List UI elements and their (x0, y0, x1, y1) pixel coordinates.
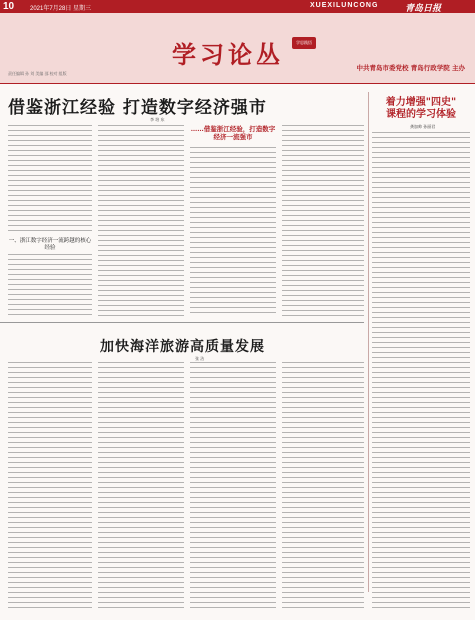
side-article-title (372, 97, 470, 121)
text-column (190, 147, 276, 316)
article-byline: 李 培 东 (150, 117, 165, 122)
banner-rule (0, 83, 475, 84)
text-column (282, 125, 364, 316)
article-divider (0, 322, 364, 323)
sponsor-line: 中共青岛市委党校 青岛行政学院 主办 (356, 64, 465, 72)
text-column (8, 362, 92, 612)
column-tag: 学思践悟 (292, 37, 316, 49)
section-heading: 一、浙江数字经济一流跨越的核心经验 (8, 238, 92, 251)
column-divider (368, 92, 369, 592)
text-column (190, 362, 276, 612)
pull-quote: ……借鉴浙江经验，打造数字经济一流强市 (190, 125, 276, 141)
side-title-line1: 着力增强"四史" (385, 97, 457, 108)
editor-line: 责任编辑 孙 刘 美编 邵 校对 组版 (8, 71, 67, 76)
issue-date: 2021年7月28日 星期三 (30, 6, 92, 12)
column-title: 学习论丛 (172, 40, 284, 69)
text-column (98, 362, 184, 612)
text-column (8, 125, 92, 235)
text-column (282, 362, 364, 612)
page-header (0, 0, 475, 13)
page-number: 10 (3, 1, 15, 12)
text-column (8, 254, 92, 316)
article-headline-2: 加快海洋旅游高质量发展 (100, 339, 265, 355)
newspaper-logo: 青岛日报 (405, 3, 442, 13)
column-banner (0, 13, 475, 83)
article-byline-2: 张 洁 (195, 356, 205, 361)
side-title-line2: 课程的学习体验 (386, 109, 456, 120)
text-column (98, 125, 184, 316)
side-article-byline: 龚加帅 孙丽君 (410, 124, 436, 129)
article-headline: 借鉴浙江经验 打造数字经济强市 (8, 98, 267, 118)
text-column (372, 132, 470, 612)
section-name: XUEXILUNCONG (310, 2, 379, 9)
